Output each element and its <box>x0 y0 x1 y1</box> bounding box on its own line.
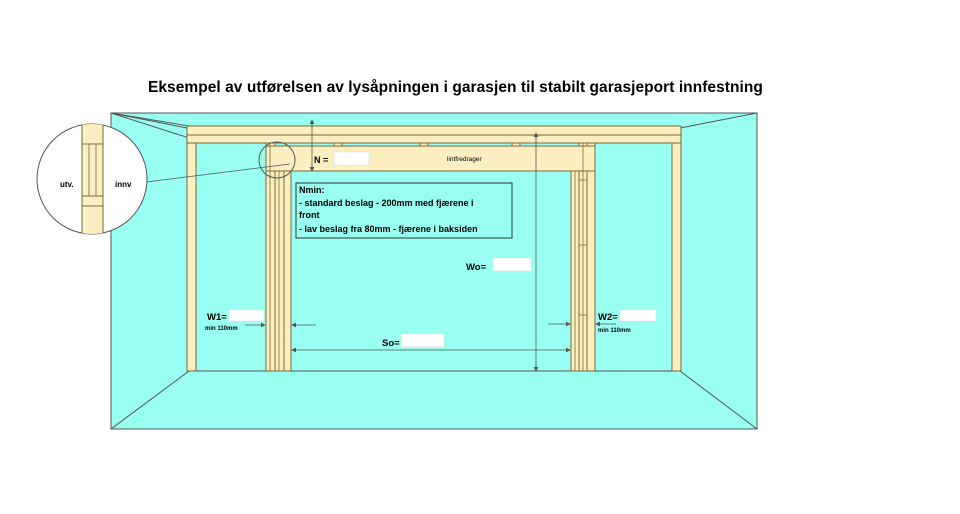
label-n: N = <box>314 155 329 165</box>
stud-left-jack <box>275 171 284 371</box>
label-w1-min: min 110mm <box>205 326 238 332</box>
top-plate-lower <box>187 135 681 143</box>
label-innv: innv <box>115 180 132 189</box>
top-plate <box>187 126 681 135</box>
input-w2[interactable] <box>620 310 656 321</box>
note-line-2: - standard beslag - 200mm med fjærene i <box>299 198 474 208</box>
input-n[interactable] <box>334 152 369 165</box>
label-lintel: lintfredrager <box>447 156 482 163</box>
label-wo: Wo= <box>466 262 487 273</box>
input-wo[interactable] <box>493 258 531 271</box>
input-so[interactable] <box>401 334 444 347</box>
note-line-4: - lav beslag fra 80mm - fjærene i baksiden <box>299 224 478 234</box>
label-utv: utv. <box>60 180 74 189</box>
stud-left-outer <box>187 143 196 371</box>
label-w2-min: min 110mm <box>598 328 631 334</box>
nmin-note <box>296 183 512 238</box>
label-w1: W1= <box>207 312 227 323</box>
diagram-title: Eksempel av utførelsen av lysåpningen i garasjen til stabilt garasjeport innfestning <box>148 79 763 96</box>
input-w1[interactable] <box>229 310 264 321</box>
note-line-1: Nmin: <box>299 185 325 195</box>
stud-right-outer <box>672 143 681 371</box>
note-line-3: front <box>299 210 320 220</box>
label-so: So= <box>382 338 400 349</box>
label-w2: W2= <box>598 312 618 323</box>
